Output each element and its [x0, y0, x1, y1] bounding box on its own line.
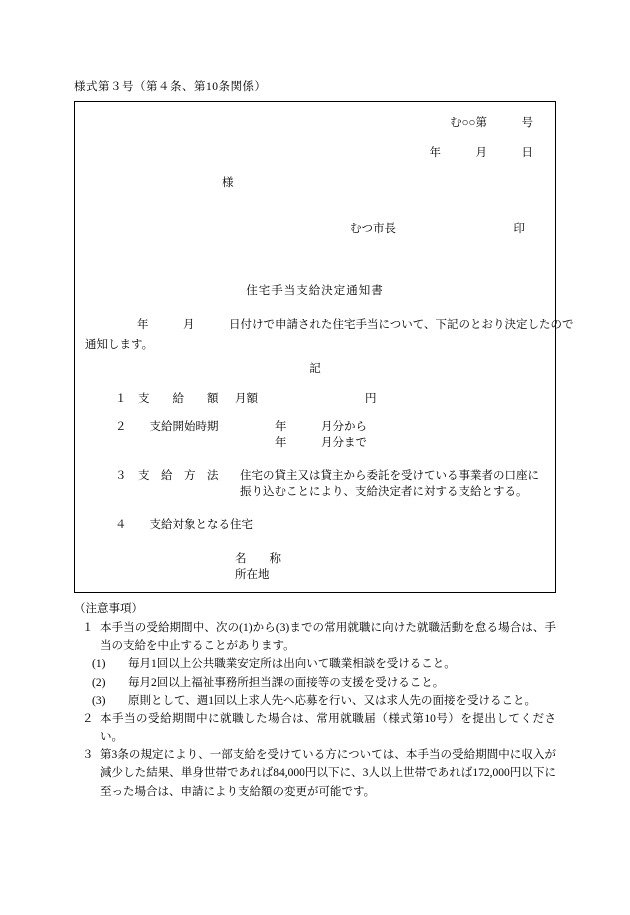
- note-subitem-number: (1): [92, 658, 106, 671]
- document-number: む○○第 号: [450, 117, 533, 129]
- item-4-label: ４ 支給対象となる住宅: [115, 519, 253, 531]
- note-item: [74, 619, 556, 655]
- item-4-name-label: 名 称: [235, 553, 281, 565]
- notice-form-box: [74, 101, 574, 593]
- form-number: 様式第３号（第４条、第10条関係）: [74, 81, 267, 93]
- item-3-line-1: 住宅の貸主又は貸主から委託を受けている事業者の口座に: [240, 470, 539, 482]
- note-item: [74, 746, 556, 800]
- note-text: 本手当の受給期間中、次の(1)から(3)までの常用就職に向けた就職活動を怠る場合は、手当の支給を中止することがあります。: [100, 622, 556, 653]
- item-3-label: ３ 支 給 方 法: [115, 470, 219, 482]
- item-2-label: ２ 支給開始時期: [115, 421, 219, 433]
- item-1-label: １ 支 給 額: [115, 393, 219, 405]
- note-text: 第3条の規定により、一部支給を受けている方については、本手当の受給期間中に収入が減少した結果、単身世帯であれば84,000円以下に、3人以上世帯であれば172,000円以下に至った場合は、申請により支給額の変更が可能です。: [100, 749, 556, 798]
- item-2-line-2: 年 月分まで: [275, 437, 367, 449]
- addressee-line: 様: [222, 177, 234, 189]
- item-1-unit: 円: [365, 393, 377, 405]
- item-4-address-label: 所在地: [235, 569, 270, 581]
- document-title: 住宅手当支給決定通知書: [246, 285, 384, 297]
- note-text: 本手当の受給期間中に就職した場合は、常用就職届（様式第10号）を提出してください。: [100, 712, 556, 744]
- note-subitem: [74, 674, 556, 692]
- body-line-1: 年 月 日付けで申請された住宅手当について、下記のとおり決定したので: [137, 319, 574, 331]
- note-subitem-text: 毎月2回以上福祉事務所担当課の面接等の支援を受けること。: [128, 676, 445, 689]
- note-item: [74, 710, 556, 746]
- note-subitem-number: (2): [92, 676, 106, 689]
- note-number: ２: [82, 712, 94, 725]
- note-number: １: [82, 622, 94, 635]
- note-subitem: [74, 655, 556, 673]
- document-date: 年 月 日: [429, 147, 533, 159]
- note-subitem: [74, 692, 556, 710]
- body-line-2: 通知します。: [85, 339, 154, 351]
- notes-heading: （注意事項）: [74, 603, 143, 615]
- note-subitem-text: 原則として、週1回以上求人先へ応募を行い、又は求人先の面接を受けること。: [128, 694, 537, 707]
- note-subitem-number: (3): [92, 694, 106, 707]
- notes-section: [74, 600, 556, 801]
- issuer-name: むつ市長: [350, 223, 396, 235]
- notice-form-inner: [75, 102, 574, 592]
- seal-mark: 印: [513, 223, 525, 235]
- ki-marker: 記: [309, 363, 321, 375]
- item-2-line-1: 年 月分から: [275, 421, 367, 433]
- note-number: ３: [82, 749, 94, 762]
- item-1-value: 月額: [235, 393, 258, 405]
- item-3-line-2: 振り込むことにより、支給決定者に対する支給とする。: [240, 486, 528, 498]
- note-subitem-text: 毎月1回以上公共職業安定所は出向いて職業相談を受けること。: [128, 658, 456, 671]
